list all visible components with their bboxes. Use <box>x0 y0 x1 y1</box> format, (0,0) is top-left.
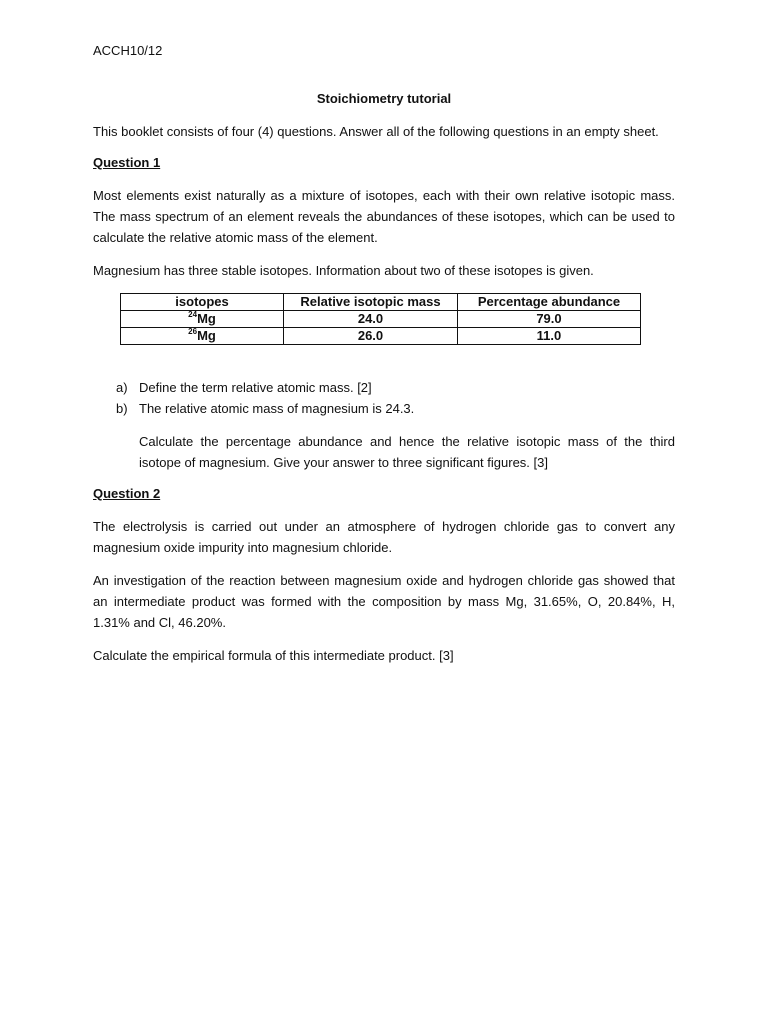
course-code: ACCH10/12 <box>93 43 163 58</box>
element-symbol: Mg <box>197 328 216 343</box>
isotopic-mass-cell: 26.0 <box>284 328 458 345</box>
table-row <box>121 328 641 345</box>
question-1-parts <box>93 377 675 419</box>
part-marker: a) <box>116 380 128 395</box>
part-marker: b) <box>116 401 128 416</box>
question-1-heading: Question 1 <box>93 155 161 170</box>
table-header-cell: Relative isotopic mass <box>284 294 458 311</box>
table-header-cell: Percentage abundance <box>457 294 640 311</box>
part-text: The relative atomic mass of magnesium is 24.3. <box>139 401 415 416</box>
question-1-paragraph-1: Most elements exist naturally as a mixture of isotopes, each with their own relative isotopic mass. The mass spectrum of an element reveals the abundances of these isotopes, which can be used to calculate the relative atomic mass of the element. <box>93 188 675 245</box>
question-2-paragraph-1: The electrolysis is carried out under an atmosphere of hydrogen chloride gas to convert any magnesium oxide impurity into magnesium chloride. <box>93 519 675 555</box>
abundance-cell: 79.0 <box>457 311 640 328</box>
question-2-heading: Question 2 <box>93 486 161 501</box>
isotope-cell <box>121 311 284 328</box>
abundance-cell: 11.0 <box>457 328 640 345</box>
question-1-calculation: Calculate the percentage abundance and hence the relative isotopic mass of the third isotope of magnesium. Give your answer to three significant figures. [3] <box>139 434 675 470</box>
isotope-cell <box>121 328 284 345</box>
question-1-paragraph-2: Magnesium has three stable isotopes. Information about two of these isotopes is given. <box>93 263 594 278</box>
element-symbol: Mg <box>197 311 216 326</box>
intro-paragraph: This booklet consists of four (4) questions. Answer all of the following questions in an empty sheet. <box>93 124 659 139</box>
isotope-table <box>120 293 641 345</box>
table-header-cell: isotopes <box>121 294 284 311</box>
mass-number: 26 <box>188 327 198 336</box>
table-header-row <box>121 294 641 311</box>
part-text: Define the term relative atomic mass. [2] <box>139 380 372 395</box>
document-page <box>93 42 675 678</box>
table-row <box>121 311 641 328</box>
question-2-paragraph-3: Calculate the empirical formula of this intermediate product. [3] <box>93 648 454 663</box>
list-item <box>93 377 675 398</box>
list-item <box>93 398 675 419</box>
question-2-paragraph-2: An investigation of the reaction between magnesium oxide and hydrogen chloride gas showed that an intermediate product was formed with the composition by mass Mg, 31.65%, O, 20.84%, H, 1.31% and Cl, 46.20%. <box>93 573 675 630</box>
isotopic-mass-cell: 24.0 <box>284 311 458 328</box>
mass-number: 24 <box>188 310 198 319</box>
document-title: Stoichiometry tutorial <box>316 91 452 106</box>
